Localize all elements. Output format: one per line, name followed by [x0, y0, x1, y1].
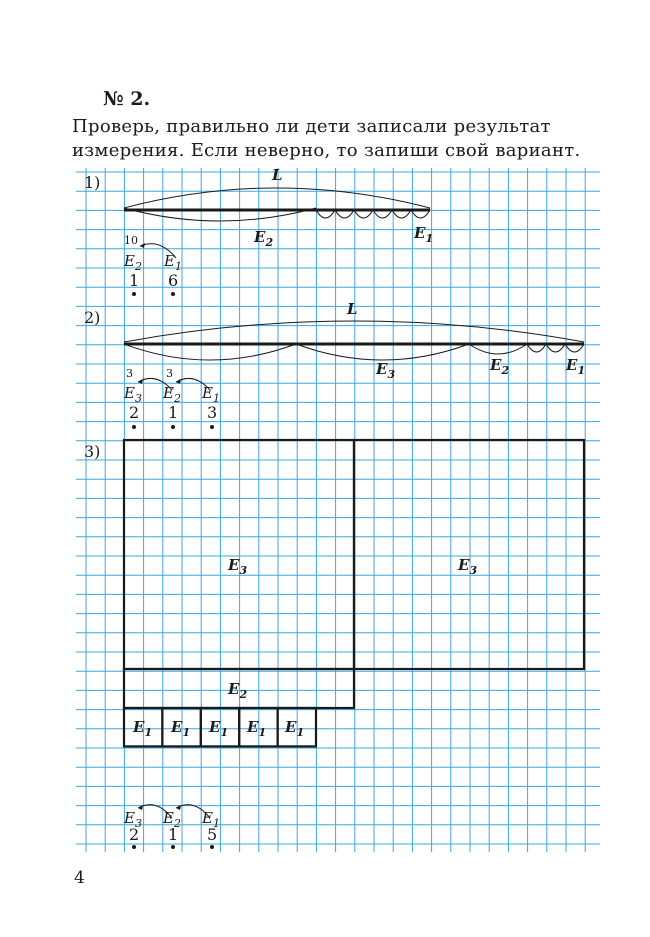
problem-1-unit-e1: $E_1$	[164, 252, 182, 273]
problem-2-dot-2	[171, 425, 175, 429]
problem-2-label: 2)	[84, 308, 101, 327]
problem-3-area-label-e1-2: $E_1$	[171, 718, 191, 739]
problem-2-dot-1	[132, 425, 136, 429]
problem-3-area-label-e3-left: $E_3$	[228, 556, 248, 577]
problem-1-dot-2	[171, 292, 175, 296]
problem-3-area-label-e1-4: $E_1$	[247, 718, 267, 739]
problem-2-factor-1: 3	[126, 367, 133, 380]
problem-3-label: 3)	[84, 442, 101, 461]
problem-2-digit-3: 3	[207, 403, 218, 422]
unit-arc	[296, 344, 469, 360]
problem-1-digit-1: 1	[129, 271, 140, 290]
problem-3-digit-3: 5	[207, 825, 218, 844]
problem-2-unit-e1: $E_1$	[202, 384, 220, 405]
problem-1-length-label: L	[272, 166, 283, 184]
task-text-line-2: измерения. Если неверно, то запиши свой вариант.	[72, 140, 581, 161]
problem-3-digit-2: 1	[168, 825, 179, 844]
problem-1-unit-e2: $E_2$	[124, 252, 142, 273]
problem-3-area-label-e1-1: $E_1$	[133, 718, 153, 739]
problem-2-seg-label-e2: $E_2$	[490, 356, 510, 377]
problem-1-label: 1)	[84, 173, 101, 192]
problem-1-seg-label-e1: $E_1$	[414, 224, 434, 245]
problem-2-seg-label-e3: $E_3$	[376, 360, 396, 381]
problem-2-unit-e2: $E_2$	[163, 384, 181, 405]
problem-1-dot-1	[132, 292, 136, 296]
problem-3-dot-1	[132, 845, 136, 849]
unit-arc	[124, 344, 296, 360]
problem-2-digit-2: 1	[168, 403, 179, 422]
problem-3-digit-1: 2	[129, 825, 140, 844]
problem-2-factor-2: 3	[166, 367, 173, 380]
problem-3-unit-e2: $E_2$	[163, 809, 181, 830]
problem-3-area-label-e3-right: $E_3$	[458, 556, 478, 577]
problem-3-unit-e3: $E_3$	[124, 809, 142, 830]
problem-2-digit-1: 2	[129, 403, 140, 422]
problem-3-area-label-e1-3: $E_1$	[209, 718, 229, 739]
task-text-line-1: Проверь, правильно ли дети записали результат	[72, 116, 551, 137]
problem-2-unit-arcs	[124, 344, 584, 360]
problem-3-e3-square-right	[354, 440, 584, 669]
page-number: 4	[74, 868, 85, 888]
problem-3-dot-3	[210, 845, 214, 849]
task-number: № 2.	[103, 88, 151, 110]
problem-3-e3-square-left	[124, 440, 354, 669]
problem-1-seg-label-e2: $E_2$	[254, 228, 274, 249]
problem-2-seg-label-e1: $E_1$	[566, 356, 586, 377]
problem-2-dot-3	[210, 425, 214, 429]
problem-3-dot-2	[171, 845, 175, 849]
problem-1-digit-2: 6	[168, 271, 179, 290]
problem-2-l-arc	[124, 321, 584, 342]
problem-3-area-label-e2: $E_2$	[228, 680, 248, 701]
problem-2-length-label: L	[347, 300, 358, 318]
problem-3-area-label-e1-5: $E_1$	[285, 718, 305, 739]
problem-1-factor-1: 10	[124, 234, 138, 247]
problem-3-unit-e1: $E_1$	[202, 809, 220, 830]
problem-2-unit-e3: $E_3$	[124, 384, 142, 405]
